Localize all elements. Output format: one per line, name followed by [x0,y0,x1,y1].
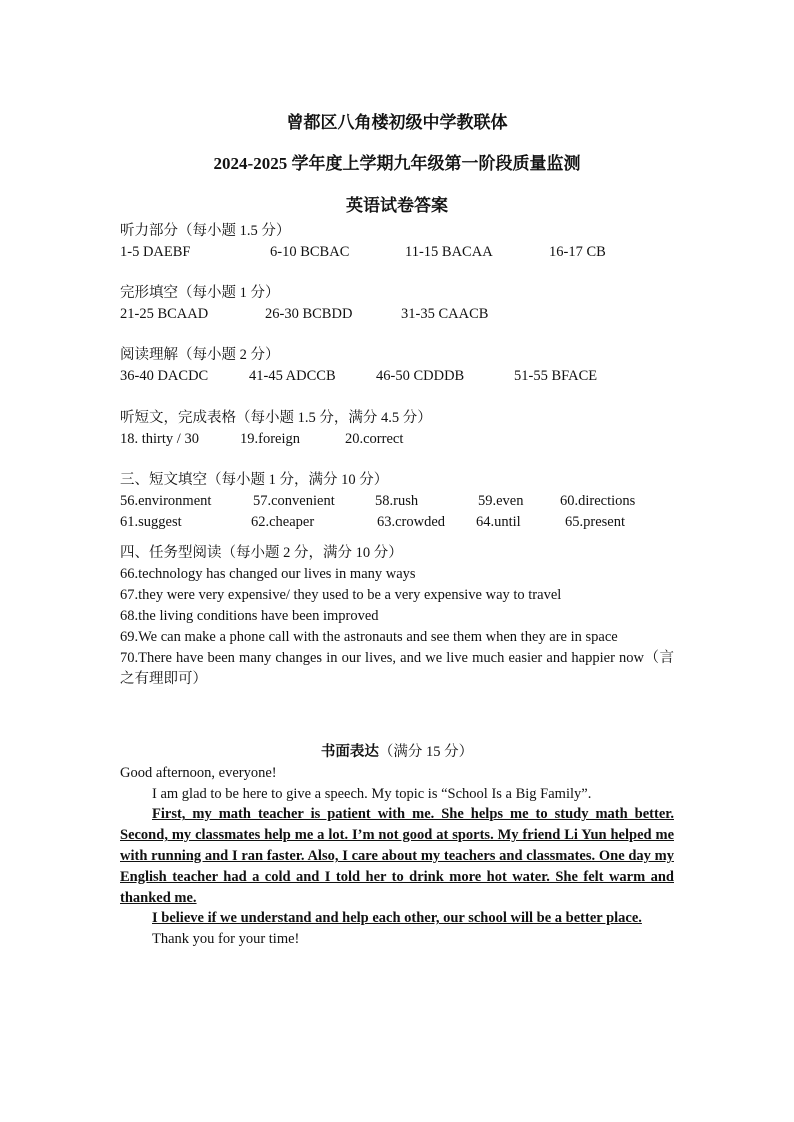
writing-title [120,742,674,763]
answer-item: 59.even [478,493,524,509]
answer-row [120,242,606,263]
speech-intro: I am glad to be here to give a speech. My topic is “School Is a Big Family”. [152,785,592,802]
section-heading: 听短文，完成表格（每小题 1.5 分，满分 4.5 分） [120,410,432,426]
answer-group: 26-30 BCBDD [265,306,353,322]
answer-row [120,491,636,512]
answer-item: 19.foreign [240,431,300,447]
answer-group: 51-55 BFACE [514,368,598,384]
answer-group: 21-25 BCAAD [120,306,209,322]
answer-group: 31-35 CAACB [401,306,489,322]
section-heading: 三、短文填空（每小题 1 分，满分 10 分） [120,472,389,488]
answer-item: 18. thirty / 30 [120,431,199,447]
speech-closing: Thank you for your time! [152,931,300,948]
speech-conclusion: I believe if we understand and help each other, our school will be a better place. [152,910,642,927]
table-fill-section [120,408,432,450]
answer-item: 63.crowded [377,514,446,530]
answer-line: 70.There have been many changes in our lives, and we live much easier and happier now（言之有理即可） [120,650,674,687]
answer-group: 16-17 CB [549,244,606,260]
passage-fill-section [120,470,636,533]
answer-line: 66.technology has changed our lives in many ways [120,566,416,582]
answer-item: 60.directions [560,493,636,509]
writing-section [120,742,674,950]
answer-group: 1-5 DAEBF [120,244,191,260]
section-heading: 四、任务型阅读（每小题 2 分，满分 10 分） [120,545,403,561]
answer-group: 6-10 BCBAC [270,244,350,260]
exam-title: 2024-2025 学年度上学期九年级第一阶段质量监测 [213,154,581,173]
answer-item: 56.environment [120,493,212,509]
section-heading: 听力部分（每小题 1.5 分） [120,223,291,239]
answer-group: 36-40 DACDC [120,368,209,384]
answer-item: 20.correct [345,431,404,447]
answer-item: 57.convenient [253,493,335,509]
answer-item: 65.present [565,514,625,530]
section-heading: 阅读理解（每小题 2 分） [120,347,280,363]
answer-group: 46-50 CDDDB [376,368,465,384]
answer-item: 62.cheaper [251,514,315,530]
speech-greeting: Good afternoon, everyone! [120,764,277,781]
answer-row [120,512,625,533]
answer-item: 58.rush [375,493,419,509]
answer-line: 69.We can make a phone call with the astronauts and see them when they are in space [120,629,618,645]
speech-body: First, my math teacher is patient with me. She helps me to study math better. Second, my classmates help me a lot. I’m not good at sports. My friend Li Yun helped me with running and I ran faster. Also, I care about my teachers and classmates. One day my English teacher had a cold and I told her to drink more hot water. She felt warm and thanked me. [120,806,674,906]
answer-line: 68.the living conditions have been improved [120,608,379,624]
answer-item: 64.until [476,514,521,530]
task-reading-section [120,543,674,690]
answer-item: 61.suggest [120,514,182,530]
answer-group: 11-15 BACAA [405,244,493,260]
answer-line: 67.they were very expensive/ they used to be a very expensive way to travel [120,587,562,603]
section-heading: 完形填空（每小题 1 分） [120,285,280,301]
answer-group: 41-45 ADCCB [249,368,336,384]
answer-key-title: 英语试卷答案 [346,196,448,215]
reading-section [120,345,598,387]
writing-score-note: （满分 15 分） [378,744,474,760]
school-name: 曾都区八角楼初级中学教联体 [286,113,508,132]
listening-section [120,221,606,263]
answer-row [120,429,432,450]
writing-title-text: 书面表达 [320,744,379,760]
answer-row [120,366,598,387]
cloze-section [120,283,489,325]
answer-row [120,304,489,325]
